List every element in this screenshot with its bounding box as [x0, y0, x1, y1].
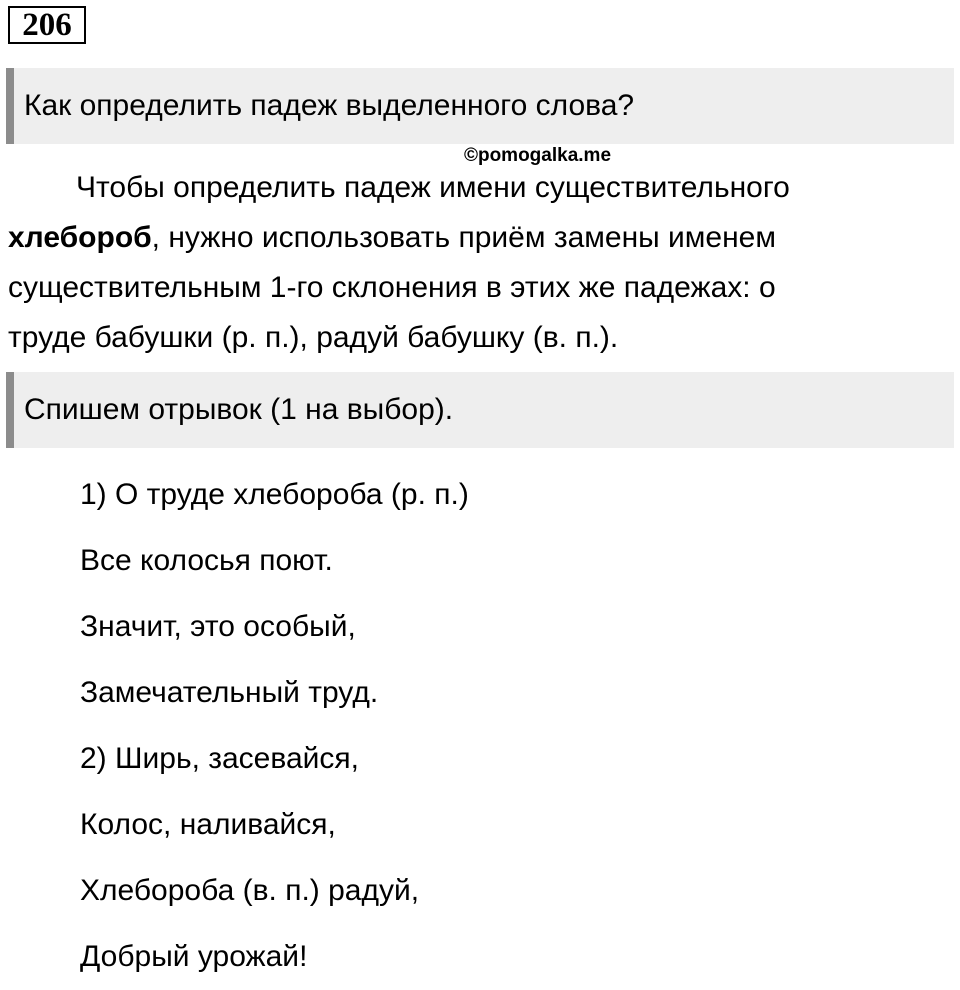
explanation-line-2	[8, 213, 938, 263]
poem-line: Значит, это особый,	[80, 610, 356, 643]
poem-line: Добрый урожай!	[80, 940, 308, 973]
instruction-text: Спишем отрывок (1 на выбор).	[24, 393, 454, 426]
explanation-line-3: существительным 1-го склонения в этих же падежах: о	[8, 271, 776, 304]
poem-line: Колос, наливайся,	[80, 808, 336, 841]
instruction-bar	[6, 372, 954, 448]
explanation-line-1: Чтобы определить падеж имени существительного	[76, 171, 790, 204]
poem-line: Все колосья поют.	[80, 544, 333, 577]
explanation-line-2-rest: , нужно использовать приём замены именем	[151, 221, 776, 254]
poem-line: 1) О труде хлебороба (р. п.)	[80, 478, 469, 511]
task-number-badge: 206	[8, 6, 86, 44]
poem-line: Хлебороба (в. п.) радуй,	[80, 874, 420, 907]
poem-line: Замечательный труд.	[80, 676, 379, 709]
poem-block	[80, 462, 469, 990]
highlighted-word: хлебороб	[8, 221, 152, 254]
poem-line: 2) Ширь, засевайся,	[80, 742, 359, 775]
question-text: Как определить падеж выделенного слова?	[24, 89, 635, 122]
watermark: ©pomogalka.me	[463, 145, 612, 166]
question-bar	[6, 68, 954, 144]
explanation-paragraph	[8, 163, 938, 363]
explanation-line-4: труде бабушки (р. п.), радуй бабушку (в. п.).	[8, 321, 619, 354]
